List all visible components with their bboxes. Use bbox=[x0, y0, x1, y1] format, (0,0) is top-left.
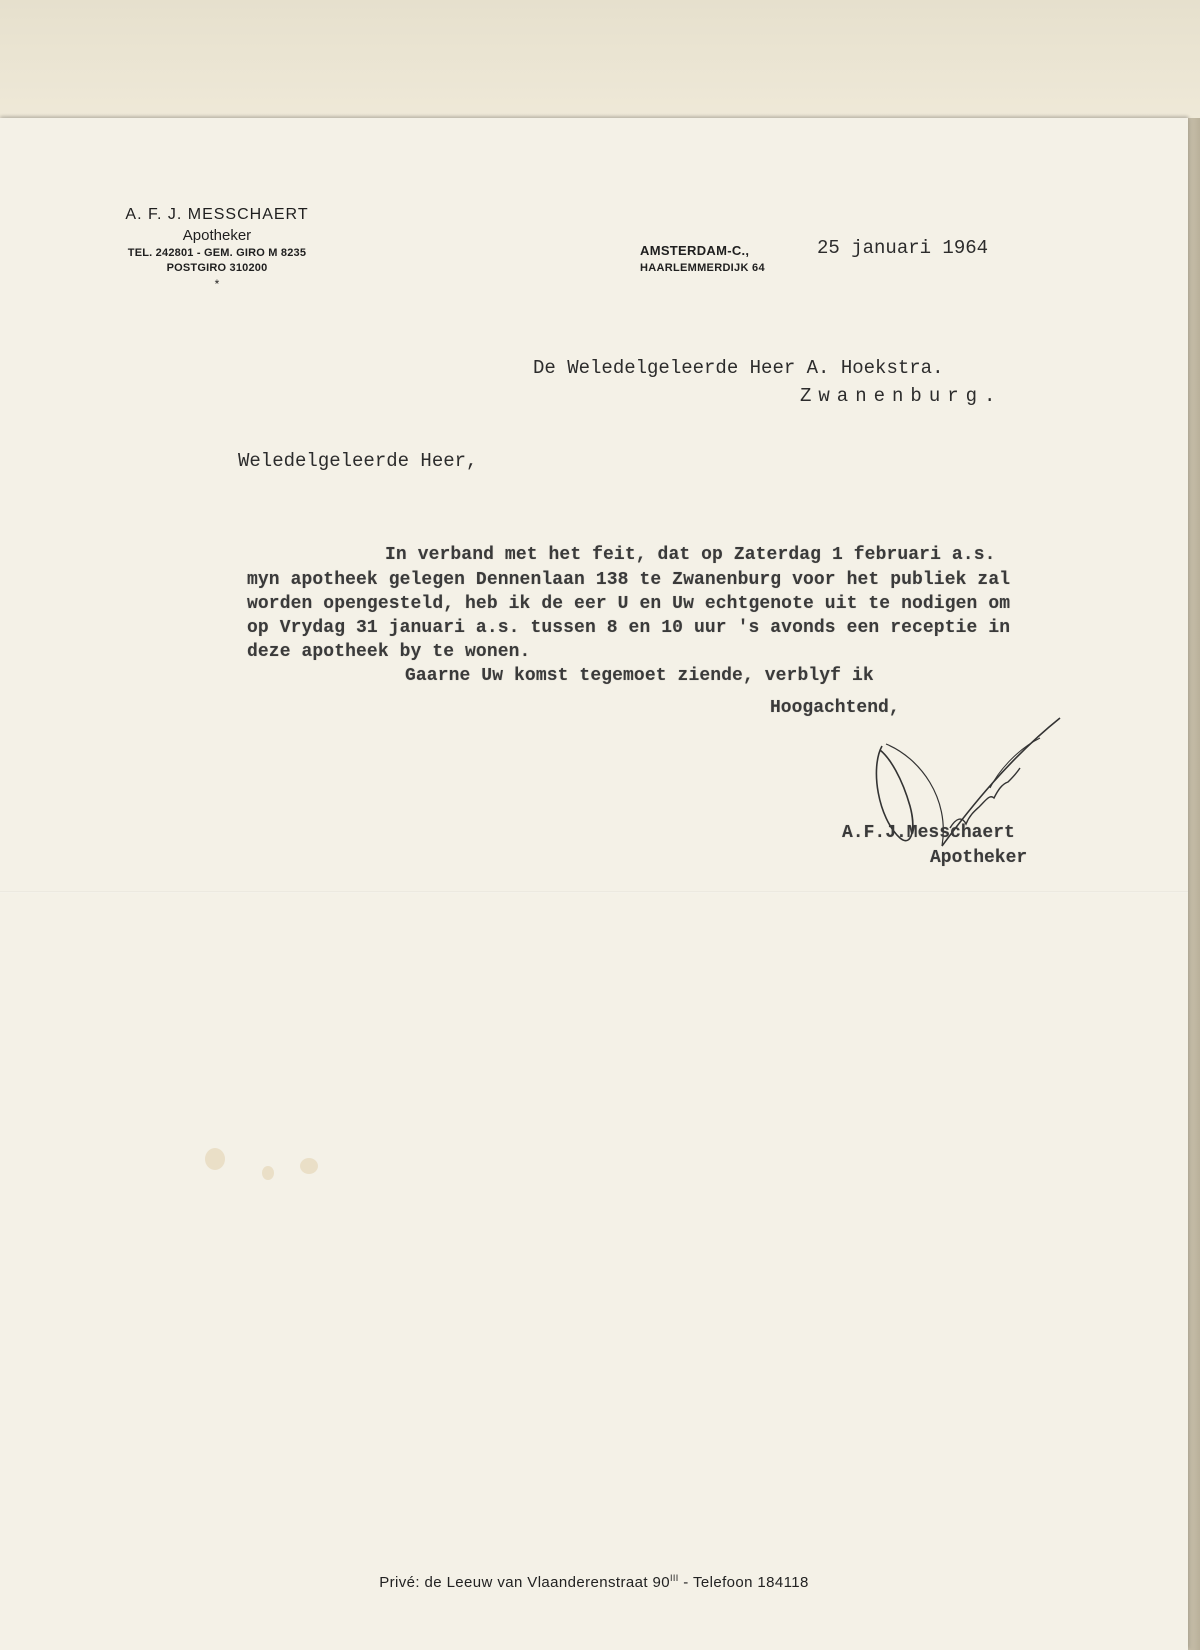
letter-sheet bbox=[0, 118, 1188, 1650]
background-paper-top bbox=[0, 0, 1200, 120]
address-street: HAARLEMMERDIJK 64 bbox=[640, 261, 765, 274]
footer-superscript: III bbox=[669, 1573, 679, 1583]
fold-line bbox=[0, 891, 1188, 893]
body-line: Gaarne Uw komst tegemoet ziende, verblyf ik bbox=[405, 666, 874, 686]
body-line: deze apotheek by te wonen. bbox=[247, 642, 531, 662]
body-line: In verband met het feit, dat op Zaterdag 1 februari a.s. bbox=[385, 545, 996, 565]
letterhead-phone-giro: TEL. 242801 - GEM. GIRO M 8235 bbox=[127, 246, 307, 259]
stain-spot bbox=[262, 1166, 274, 1180]
signatory-name: A.F.J.Messchaert bbox=[842, 823, 1015, 843]
body-line: myn apotheek gelegen Dennenlaan 138 te Zwanenburg voor het publiek zal bbox=[247, 570, 1011, 590]
closing: Hoogachtend, bbox=[770, 698, 900, 718]
body-line: op Vrydag 31 januari a.s. tussen 8 en 10 uur 's avonds een receptie in bbox=[247, 618, 1011, 638]
recipient-place: Zwanenburg. bbox=[800, 385, 1003, 407]
footer-prefix: Privé: de Leeuw van Vlaanderenstraat 90 bbox=[379, 1574, 670, 1591]
background-paper-edge bbox=[1186, 118, 1200, 1650]
signatory-title: Apotheker bbox=[930, 848, 1028, 868]
sender-address bbox=[640, 242, 765, 277]
footer-address bbox=[0, 1573, 1188, 1591]
letterhead-name: A. F. J. MESSCHAERT bbox=[125, 206, 309, 223]
footer-suffix: - Telefoon 184118 bbox=[678, 1574, 809, 1591]
letterhead-postgiro: POSTGIRO 310200 bbox=[166, 261, 268, 274]
salutation: Weledelgeleerde Heer, bbox=[238, 450, 478, 472]
address-city: AMSTERDAM-C., bbox=[640, 243, 750, 258]
letterhead-star: * bbox=[214, 276, 220, 291]
recipient-name: De Weledelgeleerde Heer A. Hoekstra. bbox=[533, 357, 944, 379]
stain-spot bbox=[205, 1148, 225, 1170]
body-line: worden opengesteld, heb ik de eer U en Uw echtgenote uit te nodigen om bbox=[247, 594, 1011, 614]
letterhead bbox=[92, 204, 342, 292]
letter-date: 25 januari 1964 bbox=[817, 237, 989, 259]
stain-spot bbox=[300, 1158, 318, 1174]
letterhead-title: Apotheker bbox=[182, 226, 252, 244]
